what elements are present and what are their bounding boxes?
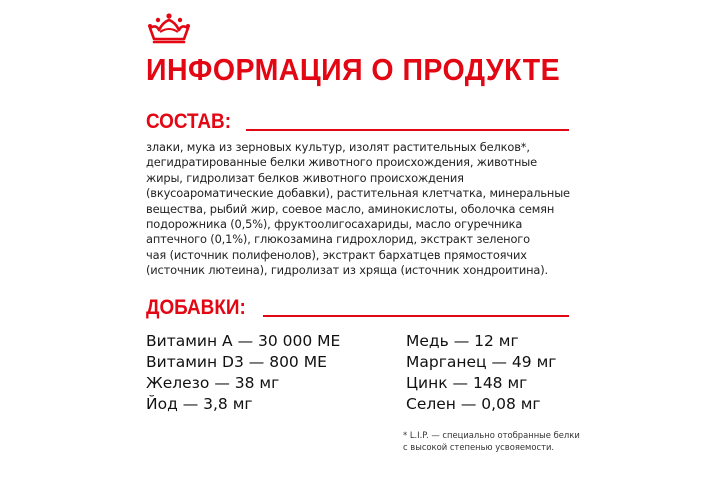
- additives-right-column: [406, 331, 556, 415]
- additive-item: Йод — 3,8 мг: [146, 395, 253, 413]
- additive-item: Селен — 0,08 мг: [406, 395, 541, 413]
- composition-heading-row: [146, 111, 569, 132]
- composition-heading: СОСТАВ:: [146, 110, 232, 133]
- composition-line: жиры, гидролизат белков животного происхождения: [146, 170, 464, 185]
- composition-line: вещества, рыбий жир, соевое масло, аминокислоты, оболочка семян: [146, 201, 555, 216]
- additive-item: Витамин D3 — 800 МЕ: [146, 353, 327, 371]
- composition-line: (источник лютеина), гидролизат из хряща (источник хондроитина).: [146, 263, 549, 278]
- composition-text: [146, 140, 576, 279]
- footnote-line: с высокой степенью усвояемости.: [403, 442, 555, 452]
- composition-line: дегидратированные белки животного происхождения, животные: [146, 155, 537, 170]
- additive-item: Железо — 38 мг: [146, 374, 280, 392]
- composition-line: подорожника (0,5%), фруктоолигосахариды, масло огуречника: [146, 217, 523, 232]
- additive-item: Медь — 12 мг: [406, 332, 519, 350]
- composition-divider: [246, 129, 569, 131]
- crown-icon: [146, 12, 192, 46]
- footnote: [403, 429, 583, 453]
- additive-item: Цинк — 148 мг: [406, 374, 528, 392]
- additives-divider: [263, 315, 569, 317]
- footnote-line: * L.I.P. — специально отобранные белки: [403, 430, 580, 440]
- composition-line: злаки, мука из зерновых культур, изолят растительных белков*,: [146, 140, 530, 154]
- additives-heading-row: [146, 297, 569, 318]
- additives-heading: ДОБАВКИ:: [146, 296, 246, 319]
- additive-item: Марганец — 49 мг: [406, 353, 557, 371]
- additives-left-column: [146, 331, 406, 415]
- composition-line: чая (источник полифенолов), экстракт бархатцев прямостоячих: [146, 247, 527, 262]
- composition-line: (вкусоароматические добавки), растительная клетчатка, минеральные: [146, 186, 570, 201]
- composition-line: аптечного (0,1%), глюкозамина гидрохлорид, экстракт зеленого: [146, 232, 530, 247]
- page-title: ИНФОРМАЦИЯ О ПРОДУКТЕ: [146, 52, 561, 87]
- additive-item: Витамин А — 30 000 МЕ: [146, 332, 341, 350]
- additives-list: [146, 331, 576, 415]
